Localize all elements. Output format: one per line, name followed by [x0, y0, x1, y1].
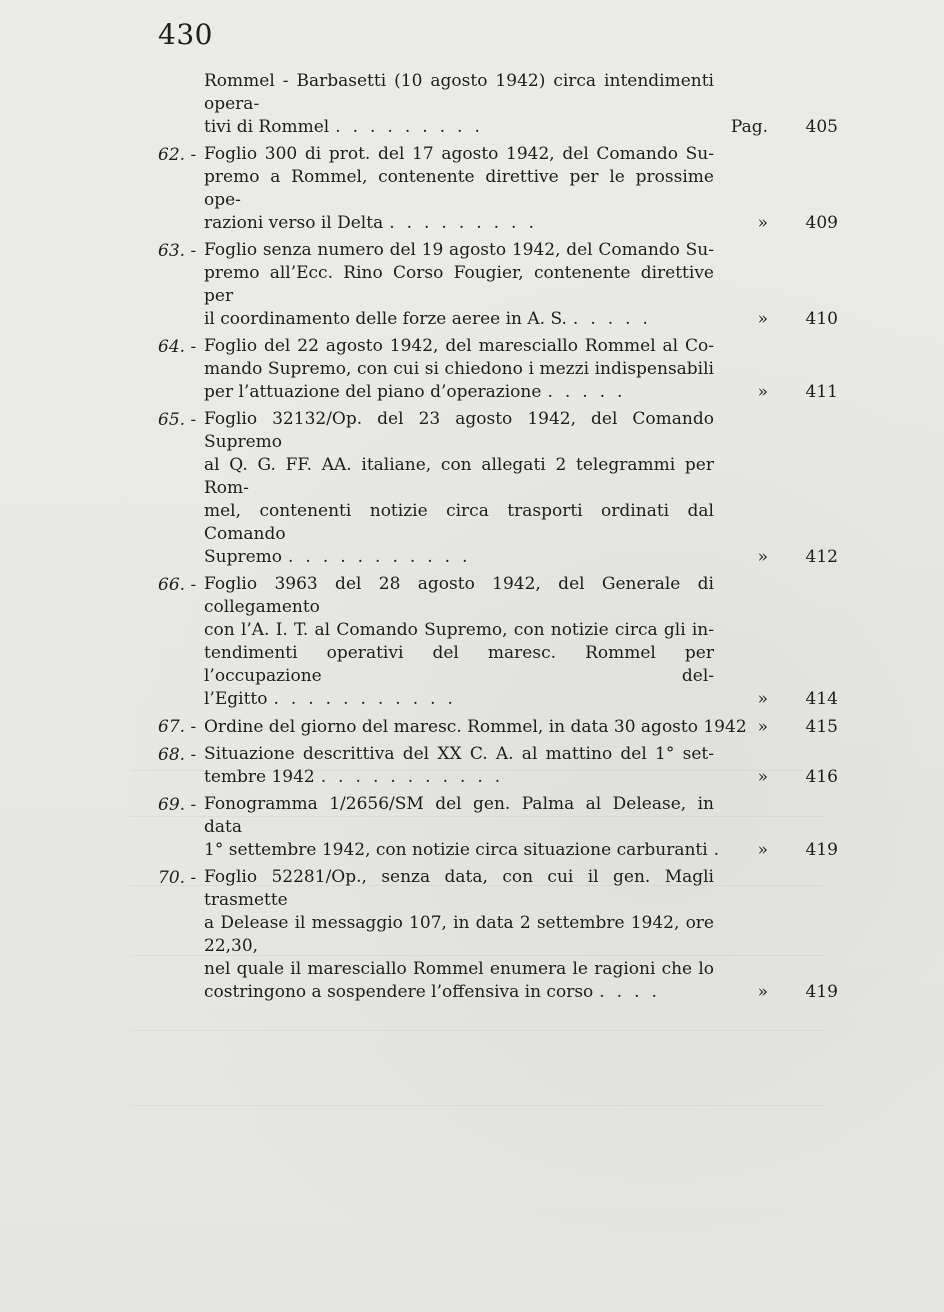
entry-text: [204, 573, 714, 711]
page-reference: 414: [805, 689, 838, 709]
entry-text: [204, 716, 747, 739]
page-reference: 405: [805, 117, 838, 137]
entry-line: a Delease il messaggio 107, in data 2 settembre 1942, ore 22,30,: [204, 913, 714, 956]
page-reference: 419: [805, 982, 838, 1002]
entry-line-text: razioni verso il Delta: [204, 213, 384, 233]
toc-entry-65: [158, 408, 838, 569]
entry-line-text: tembre 1942: [204, 767, 315, 787]
entry-line: Foglio 3963 del 28 agosto 1942, del Generale di collegamento: [204, 574, 714, 617]
page-marker: »: [757, 382, 768, 402]
entry-line: Situazione descrittiva del XX C. A. al mattino del 1° set-: [204, 744, 714, 764]
toc-entry-67: [158, 715, 838, 739]
entry-text: [204, 793, 732, 862]
entry-line-text: 1° settembre 1942, con notizie circa situazione carburanti: [204, 840, 708, 860]
page-reference: 412: [805, 547, 838, 567]
entry-line: Foglio senza numero del 19 agosto 1942, del Comando Su-: [204, 240, 714, 260]
toc-entry-68: [158, 743, 838, 789]
toc-entry-61: [158, 70, 838, 139]
entry-line-last: [204, 212, 714, 235]
entry-line-last: [204, 546, 714, 569]
entry-number: 67. -: [158, 717, 197, 737]
dot-leader: .....: [572, 309, 660, 329]
entry-text: [204, 239, 714, 331]
page-reference: 411: [805, 382, 838, 402]
entry-number: 66. -: [158, 575, 197, 595]
entry-line: Foglio 32132/Op. del 23 agosto 1942, del Comando Supremo: [204, 409, 714, 452]
entry-line-last: [204, 381, 714, 404]
dot-leader: .........: [389, 213, 546, 233]
entry-text: [204, 143, 714, 235]
entry-number: 62. -: [158, 145, 197, 165]
entry-line: Fonogramma 1/2656/SM del gen. Palma al Delease, in data: [204, 794, 714, 837]
toc-entry-66: [158, 573, 838, 711]
dot-leader: ...........: [320, 767, 513, 787]
page-marker: »: [757, 982, 768, 1002]
entry-line: mando Supremo, con cui si chiedono i mezzi indispensabili: [204, 359, 714, 379]
page-marker: »: [757, 689, 768, 709]
toc-entry-69: [158, 793, 838, 862]
page-reference: 409: [805, 213, 838, 233]
entry-text: [204, 866, 714, 1004]
page-marker: »: [757, 717, 768, 737]
entry-line-text: tivi di Rommel: [204, 117, 330, 137]
entry-number: 63. -: [158, 241, 197, 261]
page-marker: Pag.: [730, 117, 768, 137]
toc-entry-70: [158, 866, 838, 1004]
page-marker: »: [757, 309, 768, 329]
entry-line-last: [204, 116, 714, 139]
page-reference: 415: [805, 717, 838, 737]
entry-line-text: Supremo: [204, 547, 283, 567]
entry-line-last: [204, 688, 714, 711]
dot-leader: ...........: [273, 689, 465, 709]
dot-leader: .........: [335, 117, 492, 137]
entry-text: [204, 408, 714, 569]
entry-line-text: per l’attuazione del piano d’operazione: [204, 382, 542, 402]
entry-line: tendimenti operativi del maresc. Rommel per l’occupazione del-: [204, 643, 714, 686]
entry-text: [204, 743, 714, 789]
show-through-line: [130, 770, 824, 771]
show-through-line: [130, 885, 824, 886]
entry-line: con l’A. I. T. al Comando Supremo, con notizie circa gli in-: [204, 620, 714, 640]
entry-number: 65. -: [158, 410, 197, 430]
entry-line-last: Ordine del giorno del maresc. Rommel, in data 30 agosto 1942: [204, 717, 747, 737]
show-through-line: [130, 955, 824, 956]
entry-line: mel, contenenti notizie circa trasporti ordinati dal Comando: [204, 501, 714, 544]
entry-number: 70. -: [158, 868, 197, 888]
page-marker: »: [757, 213, 768, 233]
entry-line: Foglio del 22 agosto 1942, del maresciallo Rommel al Co-: [204, 336, 714, 356]
show-through-line: [130, 1030, 824, 1031]
entry-line-text: costringono a sospendere l’offensiva in corso: [204, 982, 594, 1002]
toc-entry-63: [158, 239, 838, 331]
entry-text: [204, 70, 714, 139]
entry-line-last: [204, 839, 732, 862]
entry-line: nel quale il maresciallo Rommel enumera le ragioni che lo: [204, 959, 714, 979]
toc-entry-62: [158, 143, 838, 235]
page-number: 430: [158, 18, 213, 51]
entry-number: 69. -: [158, 795, 197, 815]
dot-leader: .....: [547, 382, 635, 402]
show-through-line: [130, 816, 824, 817]
entry-line-text: il coordinamento delle forze aeree in A. S.: [204, 309, 567, 329]
toc-entry-64: [158, 335, 838, 404]
entry-line: premo all’Ecc. Rino Corso Fougier, contenente direttive per: [204, 263, 714, 306]
entry-text: [204, 335, 714, 404]
show-through-line: [130, 1105, 824, 1106]
dot-leader: ....: [599, 982, 669, 1002]
entry-line-last: [204, 308, 714, 331]
dot-leader: ...........: [288, 547, 480, 567]
entry-line-text: l’Egitto: [204, 689, 268, 709]
page-reference: 419: [805, 840, 838, 860]
entry-line: Foglio 300 di prot. del 17 agosto 1942, del Comando Su-: [204, 144, 714, 164]
entry-line: Foglio 52281/Op., senza data, con cui il gen. Magli trasmette: [204, 867, 714, 910]
dot-leader: .: [713, 840, 732, 860]
entry-line: al Q. G. FF. AA. italiane, con allegati 2 telegrammi per Rom-: [204, 455, 714, 498]
entry-number: [158, 70, 204, 71]
entry-number: 64. -: [158, 337, 197, 357]
page-marker: »: [757, 547, 768, 567]
table-of-contents: [158, 70, 838, 1008]
page-marker: »: [757, 767, 768, 787]
entry-number: 68. -: [158, 745, 197, 765]
page-marker: »: [757, 840, 768, 860]
entry-line: Rommel - Barbasetti (10 agosto 1942) circa intendimenti opera-: [204, 71, 714, 114]
entry-line-last: [204, 981, 714, 1004]
page-reference: 416: [805, 767, 838, 787]
page-reference: 410: [805, 309, 838, 329]
entry-line: premo a Rommel, contenente direttive per le prossime ope-: [204, 167, 714, 210]
